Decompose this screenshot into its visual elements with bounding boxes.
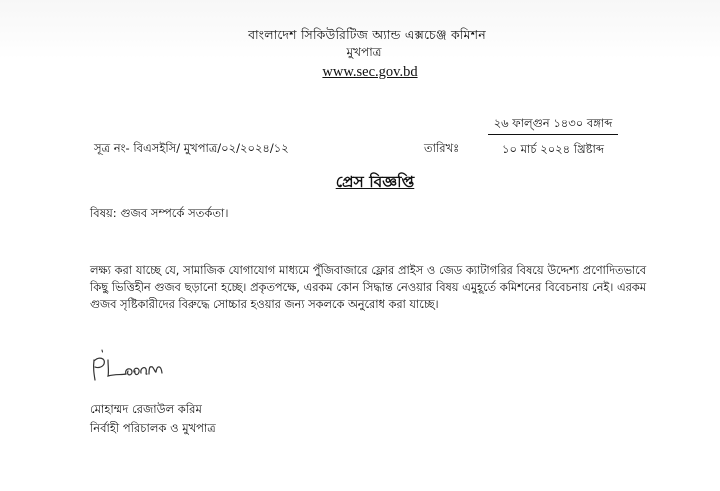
signatory-name: মোহাম্মদ রেজাউল করিম [90, 402, 202, 416]
title-text: প্রেস বিজ্ঞপ্তি [335, 173, 415, 191]
document-title [0, 170, 720, 196]
date-block [488, 114, 618, 158]
handwritten-signature [88, 340, 180, 386]
subject-line: বিষয়: গুজব সম্পর্কে সতর্কতা। [90, 206, 229, 220]
date-english: ১০ মার্চ ২০২৪ খ্রিষ্টাব্দ [502, 142, 604, 156]
memo-number: সূত্র নং- বিএসইসি/ মুখপাত্র/০২/২০২৪/১২ [94, 141, 289, 155]
date-label: তারিখঃ [424, 141, 460, 155]
website-link[interactable]: www.sec.gov.bd [322, 64, 418, 80]
office-name: মুখপাত্র [346, 45, 382, 59]
body-paragraph: লক্ষ্য করা যাচ্ছে যে, সামাজিক যোগাযোগ মাধ্যমে পুঁজিবাজারে ফ্লোর প্রাইস ও জেড ক্যাটাগরির বিষয়ে উদ্দেশ্য প্রণোদিতভাবে কিছু ভিত্তিহীন গুজব ছড়ানো হচ্ছে। প্রকৃতপক্ষে, এরকম কোন সিদ্ধান্ত নেওয়ার বিষয় এমুহূর্তে কমিশনের বিবেচনায় নেই। এরকম গুজব সৃষ্টিকারীদের বিরুদ্ধে সোচ্চার হওয়ার জন্য সকলকে অনুরোধ করা যাচ্ছে। [90, 264, 646, 311]
signatory-block [90, 400, 216, 438]
organization-name: বাংলাদেশ সিকিউরিটিজ অ্যান্ড এক্সচেঞ্জ কমিশন [248, 27, 486, 42]
letterhead [0, 26, 720, 82]
date-bangla: ২৬ ফাল্গুন ১৪৩০ বঙ্গাব্দ [488, 114, 618, 135]
signatory-designation: নির্বাহী পরিচালক ও মুখপাত্র [90, 421, 216, 435]
